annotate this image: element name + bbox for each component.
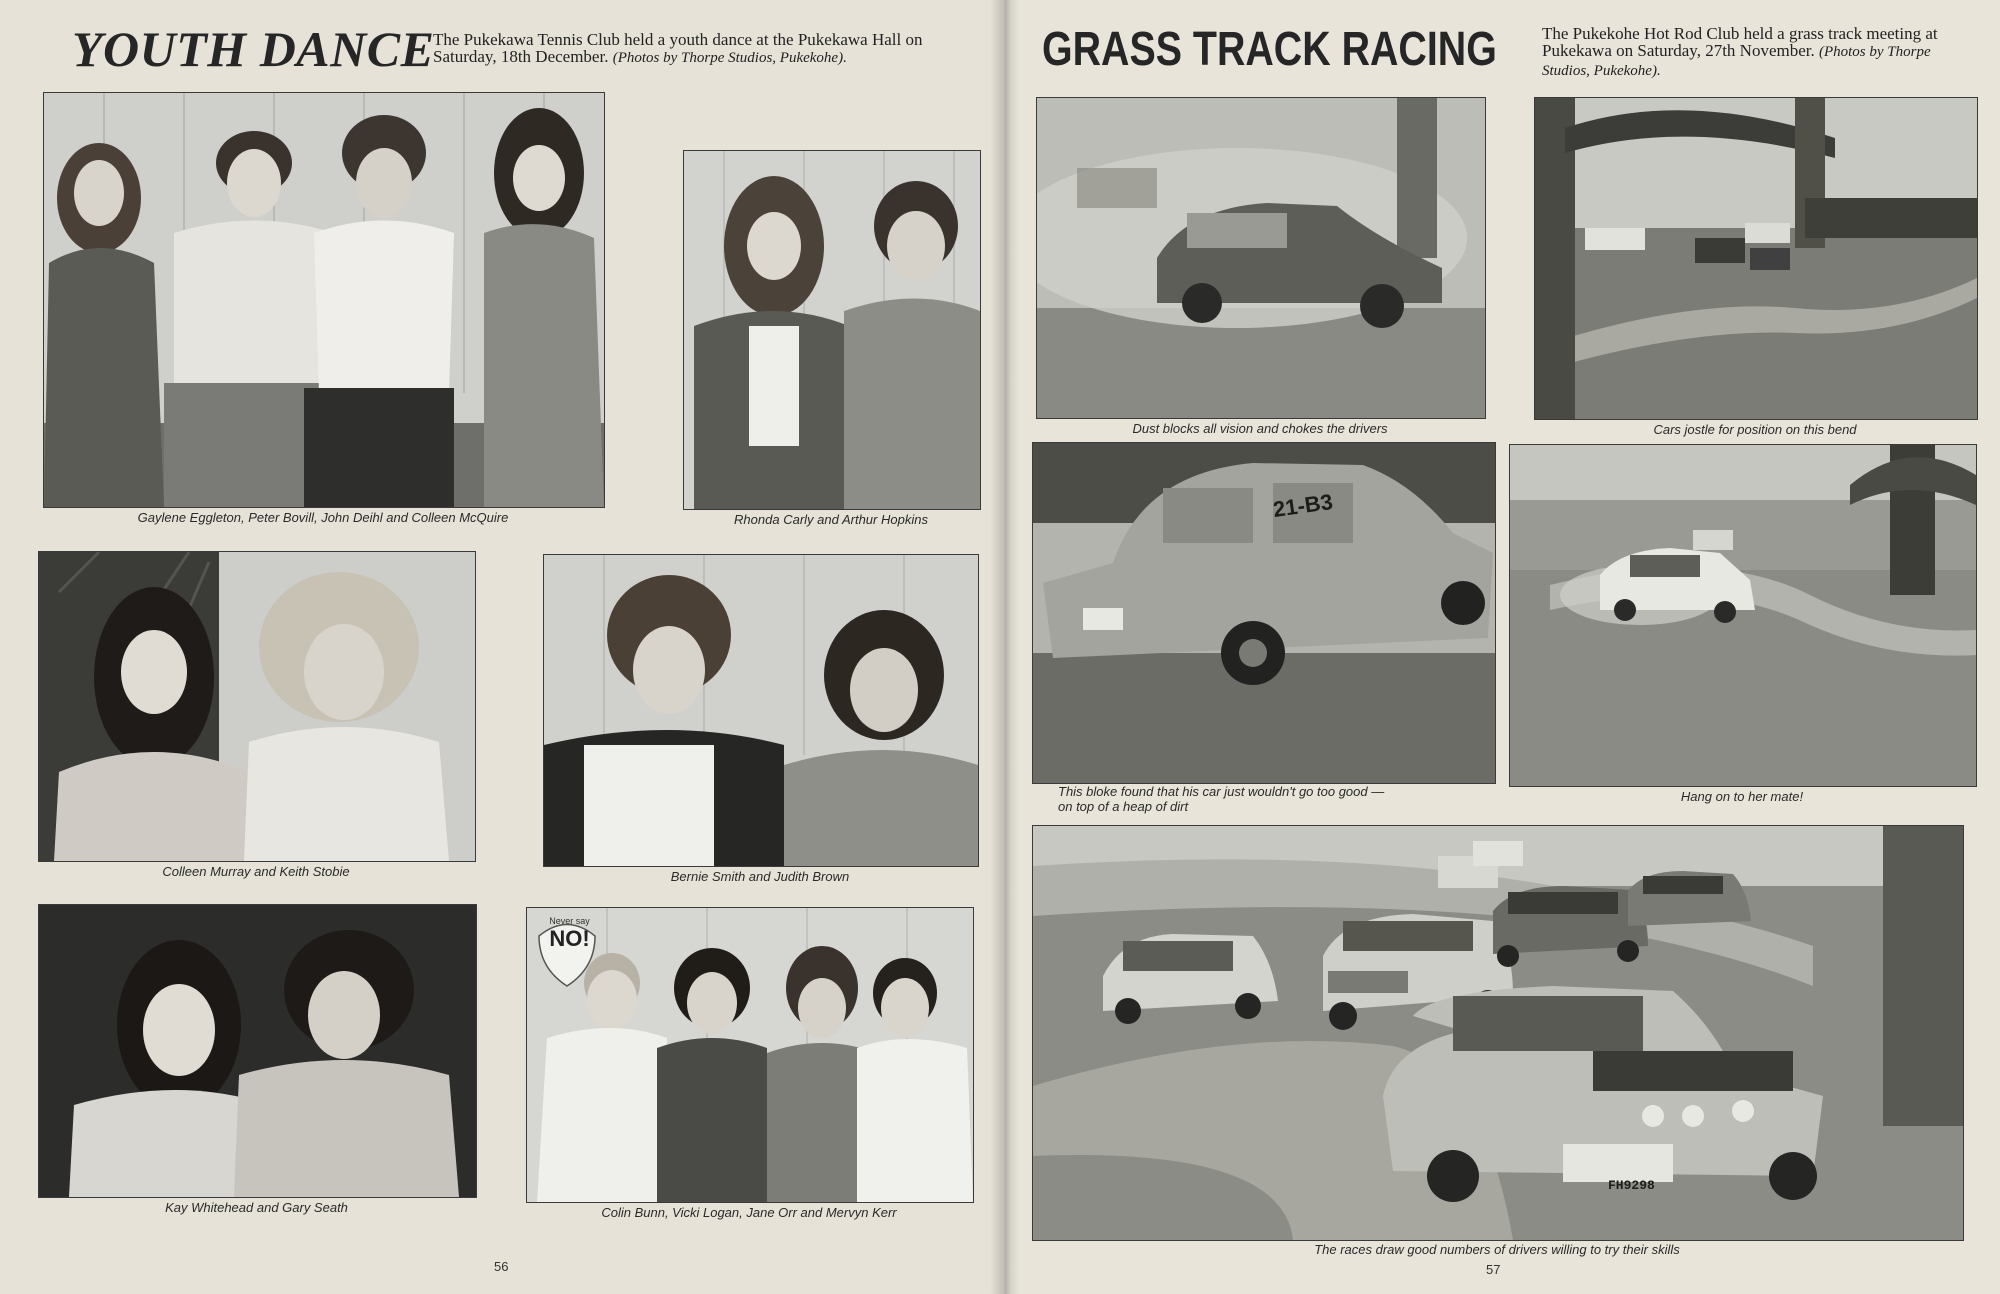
sign-no-text: NO! bbox=[549, 926, 590, 951]
photo-rhonda-arthur bbox=[683, 150, 981, 510]
grass-track-title: GRASS TRACK RACING bbox=[1042, 23, 1497, 76]
caption-photo-hang-on: Hang on to her mate! bbox=[1680, 789, 1804, 804]
caption-car-on-dirt-line2: on top of a heap of dirt bbox=[1058, 799, 1189, 814]
car-door-number: 21-B3 bbox=[1271, 488, 1335, 523]
caption-photo-dust-car: Dust blocks all vision and chokes the drivers bbox=[1132, 421, 1388, 436]
grass-track-intro bbox=[1542, 25, 1982, 80]
photo-colleen-keith bbox=[38, 551, 476, 862]
caption-photo-rhonda-arthur: Rhonda Carly and Arthur Hopkins bbox=[734, 512, 928, 527]
caption-car-on-dirt-line1: This bloke found that his car just wouldn't go too good — bbox=[1058, 784, 1385, 799]
book-gutter bbox=[990, 0, 1020, 1294]
number-plate: FH9298 bbox=[1608, 1178, 1655, 1193]
sign-small-text: Never say bbox=[549, 916, 590, 926]
youth-dance-credit: (Photos by Thorpe Studios, Pukekohe). bbox=[612, 50, 847, 66]
page-number-left: 56 bbox=[494, 1259, 509, 1274]
youth-dance-title: YOUTH DANCE bbox=[72, 21, 435, 77]
youth-dance-intro bbox=[433, 31, 973, 67]
grass-track-credit: (Photos by Thorpe Studios, Pukekohe). bbox=[1542, 44, 1931, 79]
caption-photo-kay-gary: Kay Whitehead and Gary Seath bbox=[165, 1200, 348, 1215]
page-number-right: 57 bbox=[1486, 1262, 1501, 1277]
caption-photo-four-teens: Gaylene Eggleton, Peter Bovill, John Deihl and Colleen McQuire bbox=[137, 510, 509, 525]
right-page bbox=[1002, 0, 2000, 1294]
photo-dust-car bbox=[1036, 97, 1486, 419]
photo-four-friends bbox=[526, 907, 974, 1203]
youth-dance-intro-text: The Pukekawa Tennis Club held a youth dance at the Pukekawa Hall on Saturday, 18th December. bbox=[433, 30, 923, 66]
photo-kay-gary bbox=[38, 904, 477, 1198]
photo-cars-bend bbox=[1534, 97, 1978, 420]
caption-photo-bernie-judith: Bernie Smith and Judith Brown bbox=[670, 869, 850, 884]
caption-photo-four-friends: Colin Bunn, Vicki Logan, Jane Orr and Mervyn Kerr bbox=[601, 1205, 897, 1220]
photo-four-teens bbox=[43, 92, 605, 508]
grass-track-intro-text: The Pukekohe Hot Rod Club held a grass track meeting at Pukekawa on Saturday, 27th November. bbox=[1542, 24, 1938, 60]
photo-bernie-judith bbox=[543, 554, 979, 867]
caption-photo-colleen-keith: Colleen Murray and Keith Stobie bbox=[162, 864, 350, 879]
photo-hang-on bbox=[1509, 444, 1977, 787]
caption-photo-cars-bend: Cars jostle for position on this bend bbox=[1653, 422, 1857, 437]
photo-race-pack bbox=[1032, 825, 1964, 1241]
caption-photo-race-pack: The races draw good numbers of drivers willing to try their skills bbox=[1314, 1242, 1680, 1257]
caption-photo-car-on-dirt bbox=[1058, 784, 1498, 814]
photo-car-on-dirt bbox=[1032, 442, 1496, 784]
